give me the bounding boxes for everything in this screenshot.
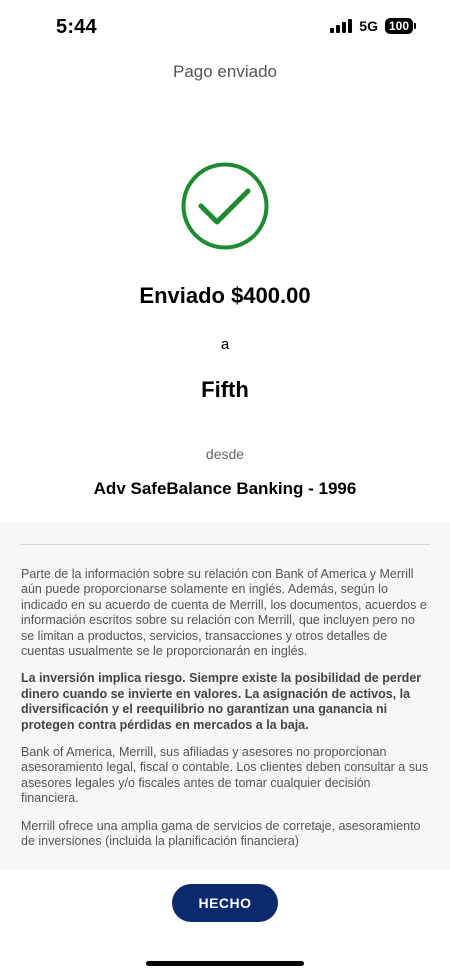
divider xyxy=(20,544,430,545)
network-type: 5G xyxy=(359,18,378,34)
status-indicators xyxy=(330,18,416,34)
sent-amount: Enviado $400.00 xyxy=(139,283,311,308)
to-label: a xyxy=(220,336,230,353)
battery-icon xyxy=(385,18,416,34)
battery-level: 100 xyxy=(385,18,413,34)
status-time: 5:44 xyxy=(56,16,97,38)
disclosure-paragraph: Parte de la información sobre su relación con Bank of America y Merrill aún puede proporcionarse solamente en inglés. Además, según lo indicado en su acuerdo de cuenta de Merrill, los documentos, acuerdos e información escritos sobre su relación con Merrill, que incluyen pero no se limitan a productos, servicios, transacciones y otros detalles de cuentas usualmente se le proporcionarán en inglés. xyxy=(21,567,427,659)
footer xyxy=(0,870,450,975)
disclosure-section[interactable] xyxy=(0,522,450,870)
checkmark-circle-icon xyxy=(181,162,269,250)
disclosure-paragraph: Bank of America, Merrill, sus afiliadas y asesores no proporcionan asesoramiento legal, fiscal o contable. Los clientes deben consultar a sus asesores legales y/o fiscales antes de tomar cualquier decisión financiera. xyxy=(21,745,429,806)
disclosure-paragraph-risk: La inversión implica riesgo. Siempre existe la posibilidad de perder dinero cuando se invierte en valores. La asignación de activos, la diversificación y el reequilibrio no garantizan una ganancia ni protegen contra pérdidas en mercados a la baja. xyxy=(21,671,422,732)
page-title: Pago enviado xyxy=(173,62,277,81)
home-indicator[interactable] xyxy=(146,961,304,966)
status-bar xyxy=(0,0,450,56)
from-label: desde xyxy=(205,446,245,462)
disclosure-text xyxy=(21,567,431,862)
source-account: Adv SafeBalance Banking - 1996 xyxy=(93,479,357,498)
disclosure-paragraph: Merrill ofrece una amplia gama de servicios de corretaje, asesoramiento de inversiones (incluida la planificación financiera) xyxy=(21,818,421,849)
done-button[interactable]: HECHO xyxy=(172,884,278,922)
cellular-signal-icon xyxy=(330,19,352,33)
recipient-name: Fifth xyxy=(201,377,249,402)
